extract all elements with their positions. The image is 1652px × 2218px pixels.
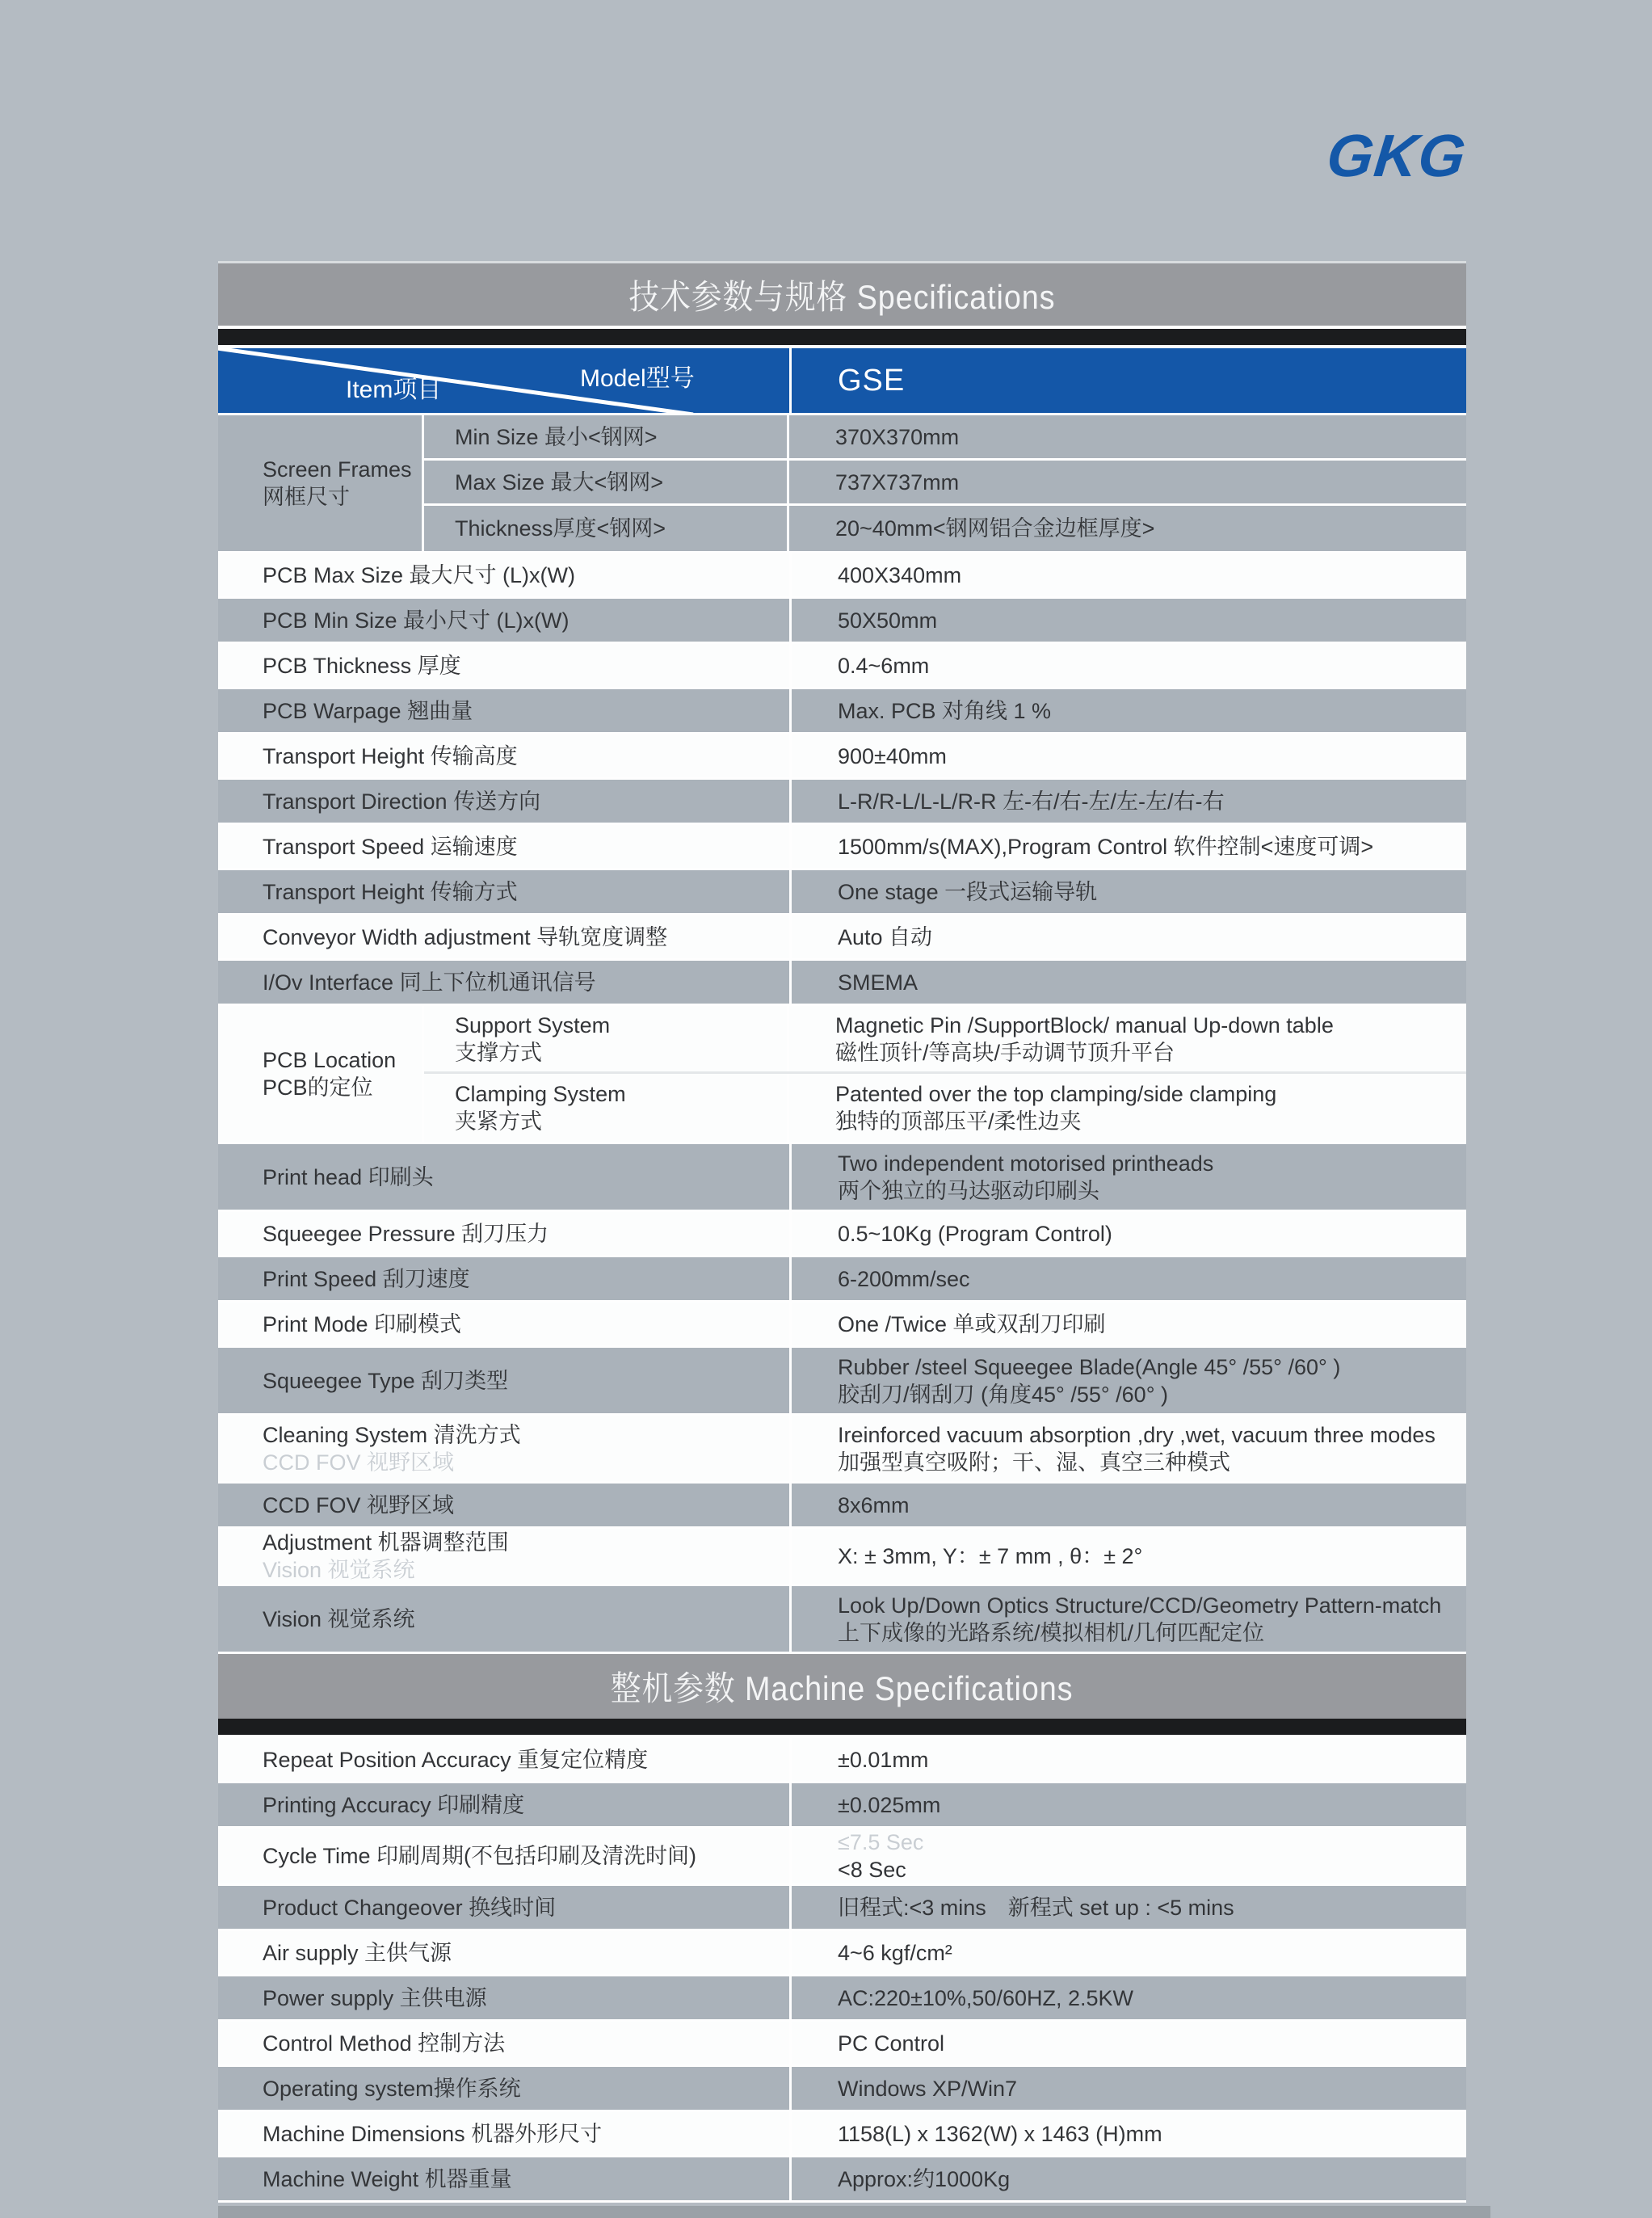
row-value-line: One /Twice 单或双刮刀印刷: [838, 1311, 1106, 1336]
spec-group: [218, 1006, 1466, 1144]
row-value-line: Ireinforced vacuum absorption ,dry ,wet, vacuum three modes: [838, 1422, 1436, 1447]
row-label-line: Transport Speed 运输速度: [263, 834, 518, 859]
row-value-line: 磁性顶针/等高块/手动调节顶升平台: [835, 1040, 1175, 1065]
row-label-line: Control Method 控制方法: [263, 2031, 506, 2056]
row-value-line: 20~40mm<钢网铝合金边框厚度>: [835, 516, 1155, 541]
row-label-line: Machine Weight 机器重量: [263, 2166, 512, 2191]
row-label-line: Squeegee Type 刮刀类型: [263, 1368, 509, 1393]
row-label-line: Clamping System: [455, 1082, 626, 1106]
table-row: [218, 2157, 1466, 2203]
table-row: [218, 1783, 1466, 1829]
row-value: [792, 1586, 1466, 1652]
table-row: [424, 415, 1466, 461]
row-label-line: Machine Dimensions 机器外形尺寸: [263, 2121, 603, 2146]
row-label-line: PCB Max Size 最大尺寸 (L)x(W): [263, 562, 576, 587]
row-label: [218, 1529, 792, 1584]
row-label-line: Support System: [455, 1012, 611, 1037]
row-label: [218, 1783, 792, 1826]
section-title-machine-specs: [218, 1654, 1466, 1719]
row-value-line: <8 Sec: [838, 1858, 906, 1882]
row-value-line: 0.4~6mm: [838, 653, 930, 678]
row-value-line: L-R/R-L/L-L/R-R 左-右/右-左/左-左/右-右: [838, 789, 1225, 814]
row-label-line: Transport Direction 传送方向: [263, 789, 541, 814]
row-value: [792, 1976, 1466, 2019]
table-row: [218, 1212, 1466, 1257]
section-title-text: 整机参数 Machine Specifications: [611, 1669, 1074, 1707]
table-row: [424, 1074, 1466, 1142]
row-label-line: Squeegee Pressure 刮刀压力: [263, 1221, 549, 1246]
row-label: [218, 553, 792, 596]
group-label-line: PCB Location: [263, 1048, 397, 1072]
row-label-line: Cleaning System 清洗方式: [263, 1422, 521, 1447]
matrix-corner-cell: [218, 348, 792, 413]
row-label-line: Print Mode 印刷模式: [263, 1311, 462, 1336]
row-label: [218, 644, 792, 687]
row-value-line: Rubber /steel Squeegee Blade(Angle 45° /55° /60° ): [838, 1354, 1341, 1379]
row-value-line: Approx:约1000Kg: [838, 2166, 1011, 2191]
row-value: [792, 870, 1466, 913]
row-label-line: Max Size 最大<钢网>: [455, 469, 664, 495]
row-label-line: Conveyor Width adjustment 导轨宽度调整: [263, 924, 668, 949]
row-value-line: 370X370mm: [835, 424, 960, 449]
table-row: [218, 1976, 1466, 2022]
row-value: [792, 1829, 1466, 1883]
table-row: [218, 1586, 1466, 1654]
row-value-line: Auto 自动: [838, 924, 933, 949]
row-label: [218, 1144, 792, 1210]
row-value-line: Two independent motorised printheads: [838, 1151, 1214, 1176]
row-value: [792, 1257, 1466, 1300]
row-value: [792, 689, 1466, 732]
row-label: [424, 1006, 789, 1071]
row-value: [789, 415, 1466, 458]
row-label-line: Power supply 主供电源: [263, 1985, 487, 2010]
row-label-line: 夹紧方式: [455, 1109, 542, 1134]
row-value-line: 400X340mm: [838, 562, 962, 587]
row-value-line: Windows XP/Win7: [838, 2076, 1018, 2101]
row-label-line: Thickness厚度<钢网>: [455, 516, 666, 541]
table-row: [218, 915, 1466, 961]
row-label: [218, 2112, 792, 2155]
row-label-line: PCB Min Size 最小尺寸 (L)x(W): [263, 608, 570, 633]
row-label-line: Repeat Position Accuracy 重复定位精度: [263, 1747, 649, 1772]
row-label-line: Print head 印刷头: [263, 1164, 434, 1189]
row-value: [792, 1738, 1466, 1781]
row-value: [792, 1144, 1466, 1210]
row-value: [792, 1783, 1466, 1826]
row-value: [792, 644, 1466, 687]
group-label: [218, 415, 424, 551]
row-label: [218, 870, 792, 913]
row-value-line: 737X737mm: [835, 469, 960, 495]
group-label-line: 网框尺寸: [263, 485, 350, 509]
row-label-line: Min Size 最小<钢网>: [455, 424, 658, 449]
row-label: [218, 1303, 792, 1345]
row-value: [792, 2067, 1466, 2110]
row-label: [218, 689, 792, 732]
row-label: [424, 506, 789, 551]
row-value-line: PC Control: [838, 2031, 945, 2056]
row-label: [218, 2157, 792, 2200]
row-label: [218, 1484, 792, 1526]
row-label: [218, 1416, 792, 1481]
row-value-line: 上下成像的光路系统/模拟相机/几何匹配定位: [838, 1620, 1265, 1645]
row-label: [218, 825, 792, 868]
table-row: [218, 553, 1466, 599]
spec-sheet: [218, 261, 1466, 2218]
group-label-line: PCB的定位: [263, 1075, 373, 1100]
row-value-line: Max. PCB 对角线 1 %: [838, 698, 1052, 723]
ghost-text: ≤7.5 Sec: [838, 1830, 924, 1854]
table-row: [218, 1484, 1466, 1529]
table-row: [218, 825, 1466, 870]
row-label: [218, 1348, 792, 1413]
row-value: [792, 915, 1466, 958]
table-row: [218, 961, 1466, 1006]
row-value: [792, 1303, 1466, 1345]
model-name-cell: [792, 348, 1466, 413]
row-label: [218, 961, 792, 1004]
row-value-line: 1158(L) x 1362(W) x 1463 (H)mm: [838, 2121, 1162, 2146]
table-row: [218, 1529, 1466, 1586]
row-label: [218, 1829, 792, 1883]
section-title-technical-specs: [218, 261, 1466, 326]
row-label-line: Vision 视觉系统: [263, 1606, 415, 1631]
table-row: [218, 780, 1466, 825]
ghost-text: CCD FOV 视野区域: [263, 1450, 455, 1475]
header-diagonal-line: [218, 348, 792, 413]
row-label-line: 支撑方式: [455, 1040, 542, 1065]
spec-group: [218, 415, 1466, 553]
row-value: [789, 461, 1466, 503]
row-label: [218, 1586, 792, 1652]
row-value: [792, 1931, 1466, 1974]
table-row: [218, 1829, 1466, 1886]
row-value-line: 两个独立的马达驱动印刷头: [838, 1178, 1099, 1203]
table-row: [424, 461, 1466, 506]
table-row: [218, 1144, 1466, 1212]
group-subrows: [424, 1006, 1466, 1142]
row-value-line: 1500mm/s(MAX),Program Control 软件控制<速度可调>: [838, 834, 1374, 859]
table-row: [218, 734, 1466, 780]
row-value-line: 旧程式:<3 mins 新程式 set up : <5 mins: [838, 1895, 1234, 1920]
table-row: [218, 1348, 1466, 1416]
row-label-line: Adjustment 机器调整范围: [263, 1530, 509, 1555]
row-label: [218, 1976, 792, 2019]
ghost-text: Vision 视觉系统: [263, 1558, 415, 1582]
row-value: [789, 506, 1466, 551]
item-axis-label: Item项目: [346, 377, 442, 403]
table-row: [218, 2067, 1466, 2112]
row-label-line: Transport Height 传输方式: [263, 879, 518, 904]
row-value: [792, 2112, 1466, 2155]
row-value: [792, 1348, 1466, 1413]
row-value: [792, 1416, 1466, 1481]
table-row: [218, 870, 1466, 915]
row-value: [789, 1074, 1466, 1142]
row-label: [218, 734, 792, 777]
divider-black: [218, 1719, 1466, 1735]
table-row: [218, 1257, 1466, 1303]
row-label: [218, 2067, 792, 2110]
row-value-line: 0.5~10Kg (Program Control): [838, 1221, 1112, 1246]
machine-specs-table: [218, 1738, 1466, 2203]
row-label: [424, 415, 789, 458]
row-label-line: Print Speed 刮刀速度: [263, 1266, 470, 1291]
group-subrows: [424, 415, 1466, 551]
row-value-line: X: ± 3mm, Y：± 7 mm , θ：± 2°: [838, 1544, 1143, 1568]
row-label: [218, 780, 792, 823]
row-label: [218, 1931, 792, 1974]
row-label-line: Cycle Time 印刷周期(不包括印刷及清洗时间): [263, 1844, 697, 1868]
row-label-line: Printing Accuracy 印刷精度: [263, 1792, 525, 1817]
table-row: [218, 1416, 1466, 1484]
table-row: [424, 1006, 1466, 1074]
row-value: [792, 1529, 1466, 1584]
row-label: [218, 1212, 792, 1255]
row-label: [424, 461, 789, 503]
row-value-line: 胶刮刀/钢刮刀 (角度45° /55° /60° ): [838, 1382, 1168, 1407]
footer-bar: [218, 2206, 1490, 2218]
row-value-line: 加强型真空吸附；干、湿、真空三种模式: [838, 1450, 1230, 1475]
row-value: [792, 1212, 1466, 1255]
row-value-line: AC:220±10%,50/60HZ, 2.5KW: [838, 1985, 1134, 2010]
row-value-line: 6-200mm/sec: [838, 1266, 970, 1291]
model-name: GSE: [838, 363, 906, 398]
row-value: [792, 734, 1466, 777]
row-value-line: Patented over the top clamping/side clamping: [835, 1082, 1277, 1106]
group-label-line: Screen Frames: [263, 457, 412, 482]
technical-specs-table: [218, 415, 1466, 1654]
row-value-line: SMEMA: [838, 970, 918, 995]
row-label: [218, 1257, 792, 1300]
row-value: [792, 825, 1466, 868]
table-row: [424, 506, 1466, 551]
table-row: [218, 2112, 1466, 2157]
table-row: [218, 2022, 1466, 2067]
row-value-line: ±0.025mm: [838, 1792, 941, 1817]
row-label: [218, 599, 792, 642]
row-value-line: One stage 一段式运输导轨: [838, 879, 1098, 904]
row-label-line: I/Ov Interface 同上下位机通讯信号: [263, 970, 596, 995]
table-row: [218, 599, 1466, 644]
row-value-line: Look Up/Down Optics Structure/CCD/Geometry Pattern-match: [838, 1593, 1442, 1618]
row-value: [789, 1006, 1466, 1071]
row-value-line: 900±40mm: [838, 743, 947, 768]
table-row: [218, 1886, 1466, 1931]
table-row: [218, 644, 1466, 689]
row-value: [792, 1886, 1466, 1929]
row-label: [218, 1738, 792, 1781]
row-value: [792, 961, 1466, 1004]
row-value: [792, 1484, 1466, 1526]
row-value-line: ±0.01mm: [838, 1747, 929, 1772]
row-label: [424, 1074, 789, 1142]
row-value-line: 独特的顶部压平/柔性边夹: [835, 1109, 1082, 1134]
section-title-text: 技术参数与规格 Specifications: [628, 277, 1056, 316]
row-value-line: 50X50mm: [838, 608, 938, 633]
row-label-line: Air supply 主供气源: [263, 1940, 452, 1965]
table-row: [218, 1738, 1466, 1783]
group-label: [218, 1006, 424, 1142]
model-axis-label: Model型号: [580, 365, 695, 392]
table-row: [218, 1931, 1466, 1976]
row-label: [218, 2022, 792, 2064]
row-value-line: Magnetic Pin /SupportBlock/ manual Up-down table: [835, 1012, 1334, 1037]
row-label-line: Transport Height 传输高度: [263, 743, 518, 768]
row-label-line: Operating system操作系统: [263, 2076, 521, 2101]
row-label-line: PCB Thickness 厚度: [263, 653, 461, 678]
row-label-line: Product Changeover 换线时间: [263, 1895, 557, 1920]
row-label: [218, 1886, 792, 1929]
table-row: [218, 1303, 1466, 1348]
row-label: [218, 915, 792, 958]
row-label-line: CCD FOV 视野区域: [263, 1492, 455, 1517]
divider-black: [218, 329, 1466, 345]
row-value: [792, 780, 1466, 823]
row-value-line: 8x6mm: [838, 1492, 910, 1517]
table-matrix-header: [218, 348, 1466, 415]
row-value-line: 4~6 kgf/cm²: [838, 1940, 952, 1965]
row-value: [792, 2022, 1466, 2064]
row-value: [792, 599, 1466, 642]
gkg-logo: GKG: [1324, 122, 1470, 189]
row-value: [792, 553, 1466, 596]
row-value: [792, 2157, 1466, 2200]
table-row: [218, 689, 1466, 734]
row-label-line: PCB Warpage 翘曲量: [263, 698, 473, 723]
